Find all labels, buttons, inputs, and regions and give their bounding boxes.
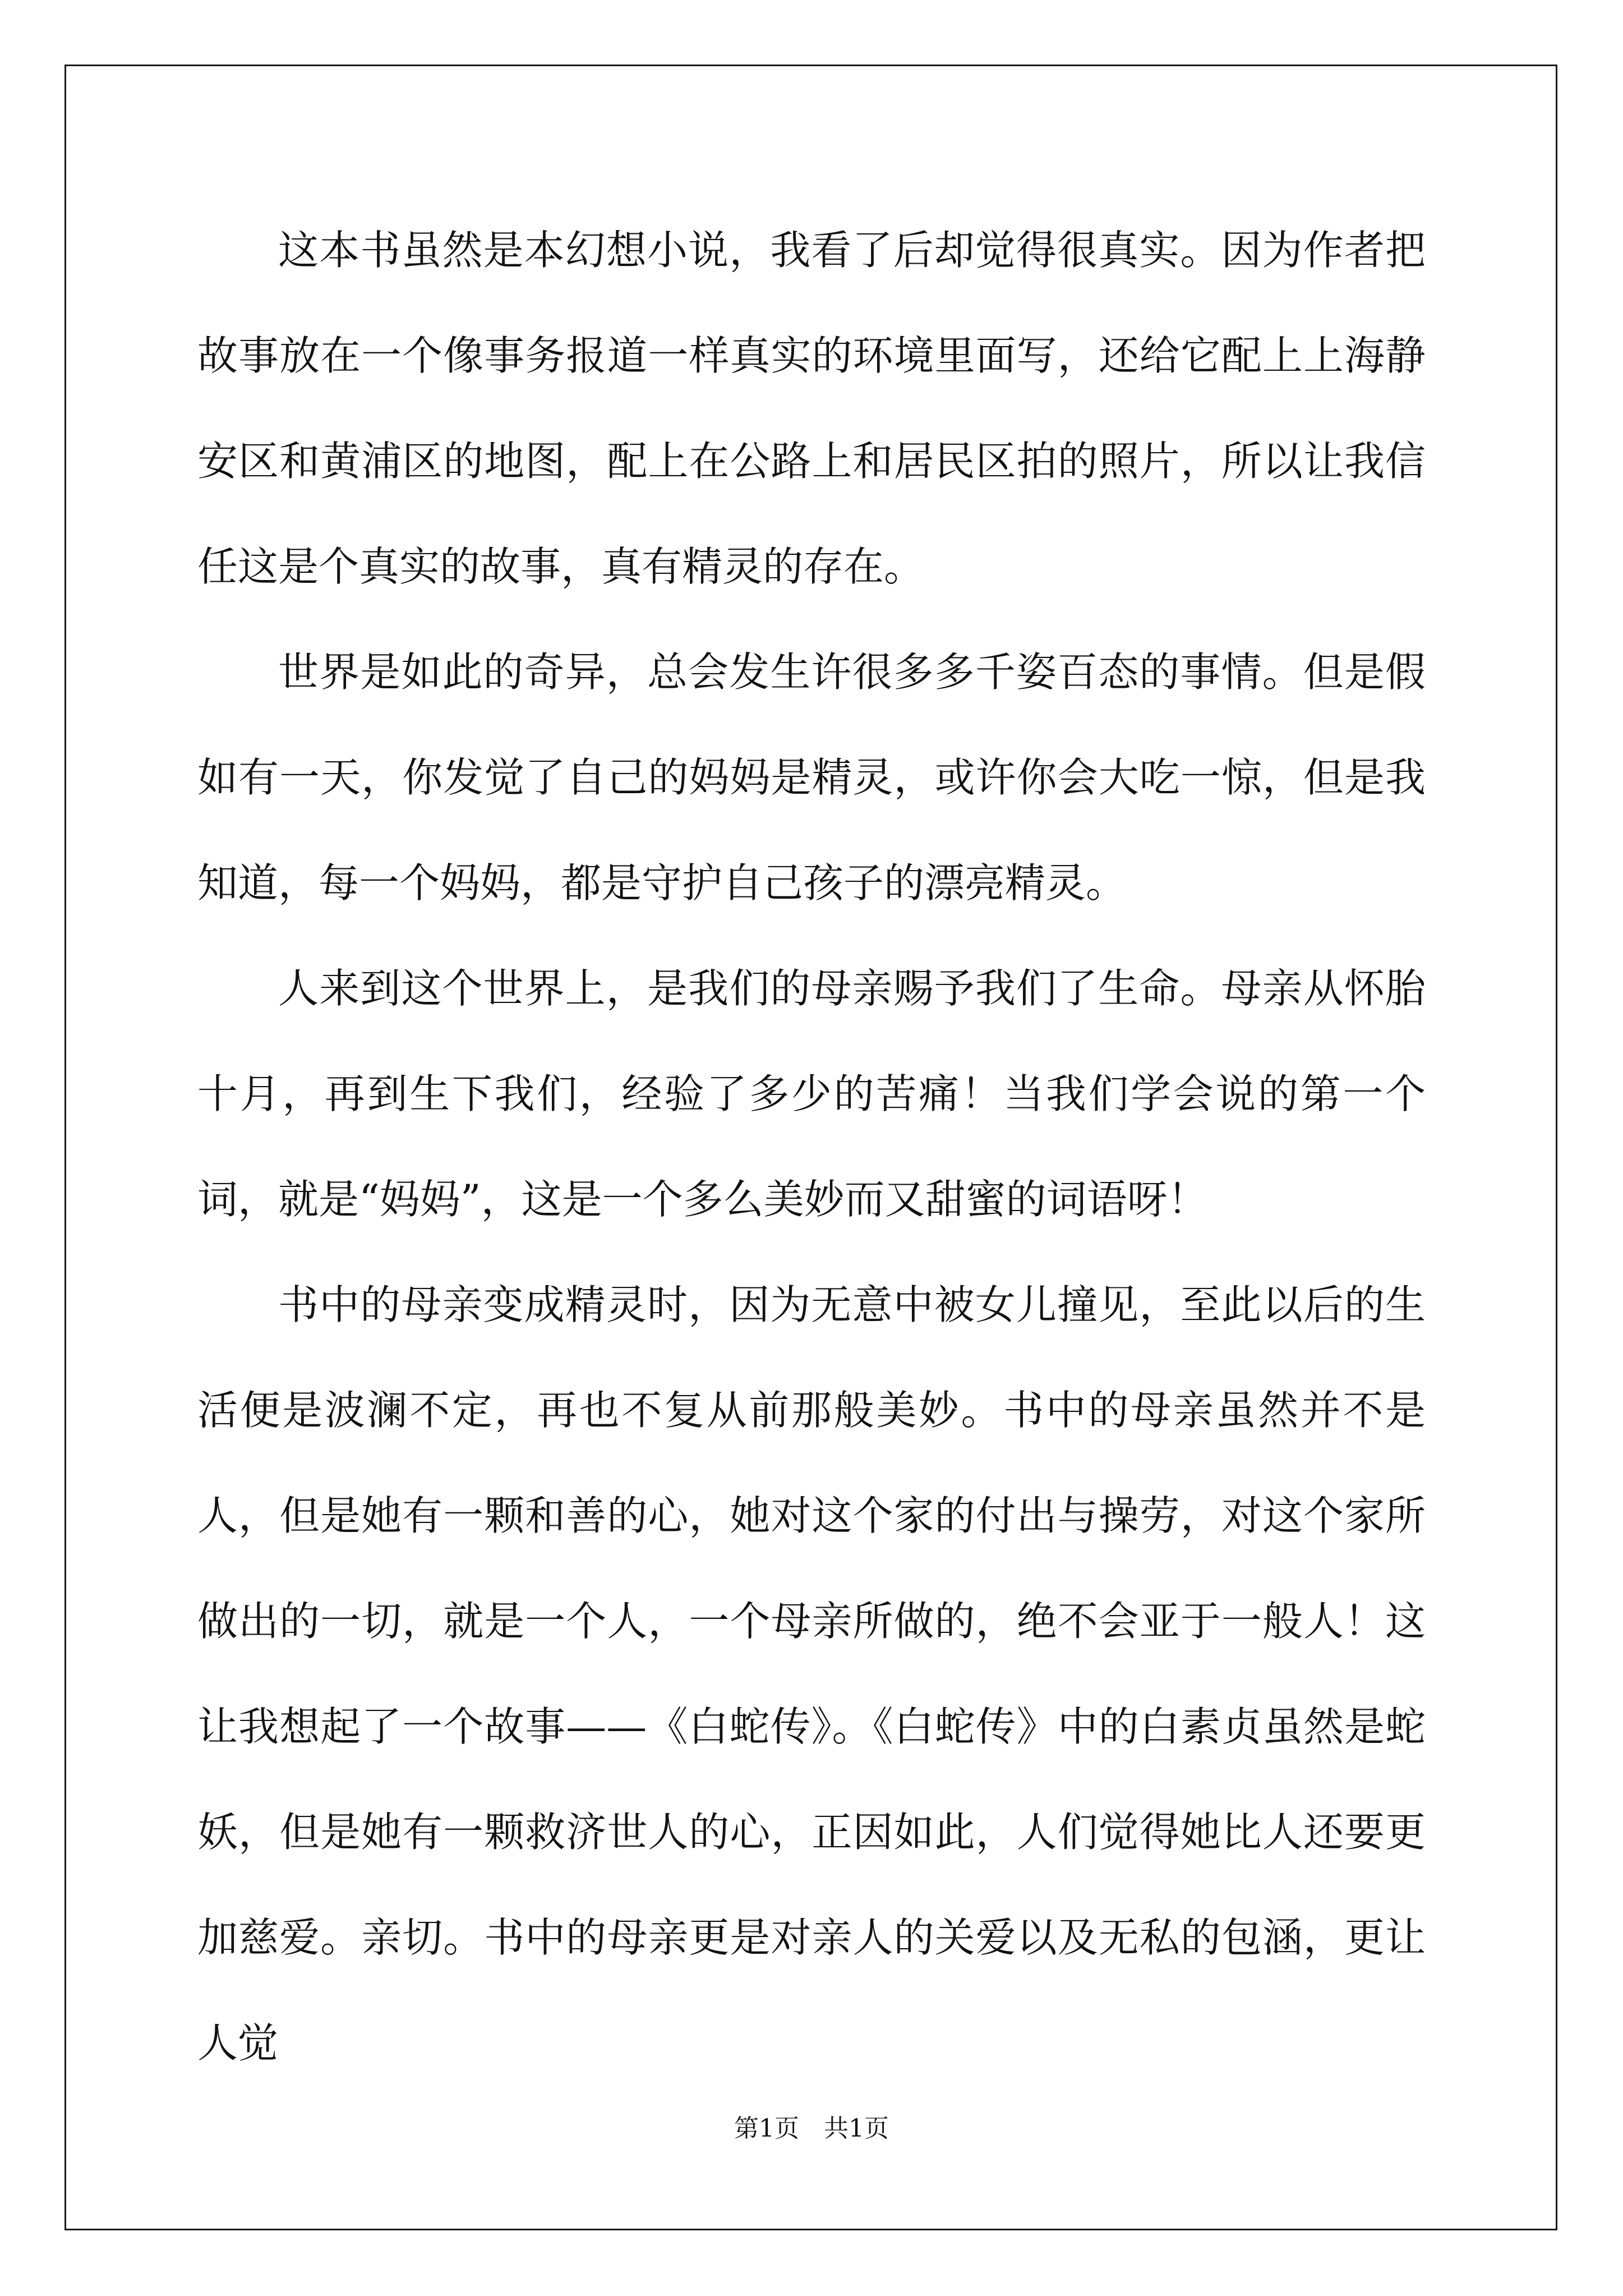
paragraph-4: 书中的母亲变成精灵时，因为无意中被女儿撞见，至此以后的生活便是波澜不定，再也不复从前那般美妙。书中的母亲虽然并不是人，但是她有一颗和善的心，她对这个家的付出与操劳，对这个家所做出的一切，就是一个人，一个母亲所做的，绝不会亚于一般人！这让我想起了一个故事——《白蛇传》。《白蛇传》中的白素贞虽然是蛇妖，但是她有一颗救济世人的心，正因如此，人们觉得她比人还要更加慈爱。亲切。书中的母亲更是对亲人的关爱以及无私的包涵，更让人觉	[197, 1281, 1426, 2067]
paragraph-1: 这本书虽然是本幻想小说，我看了后却觉得很真实。因为作者把故事放在一个像事务报道一样真实的环境里面写，还给它配上上海静安区和黄浦区的地图，配上在公路上和居民区拍的照片，所以让我信任这是个真实的故事，真有精灵的存在。	[197, 227, 1426, 590]
paragraph-2: 世界是如此的奇异，总会发生许很多多千姿百态的事情。但是假如有一天，你发觉了自己的妈妈是精灵，或许你会大吃一惊，但是我知道，每一个妈妈，都是守护自己孩子的漂亮精灵。	[197, 648, 1426, 907]
page-footer: 第1页 共1页	[734, 2114, 889, 2143]
paragraph-3: 人来到这个世界上，是我们的母亲赐予我们了生命。母亲从怀胎十月，再到生下我们，经验了多少的苦痛！当我们学会说的第一个词，就是“妈妈”，这是一个多么美妙而又甜蜜的词语呀！	[197, 965, 1426, 1223]
document-body	[197, 197, 1426, 2096]
